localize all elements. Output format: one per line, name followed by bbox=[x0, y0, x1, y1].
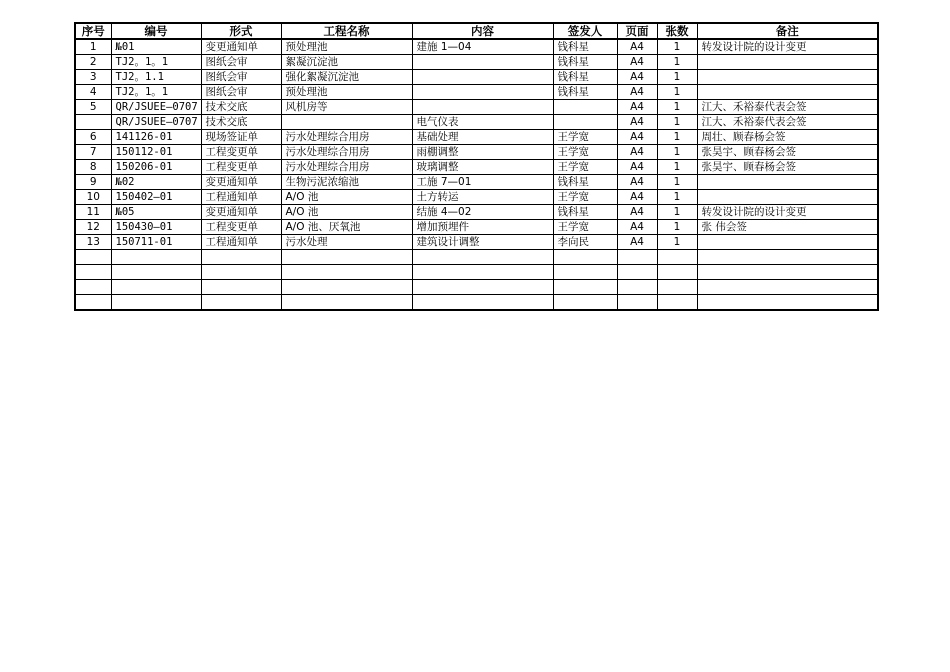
empty-cell bbox=[281, 295, 412, 311]
empty-cell bbox=[75, 280, 111, 295]
cell-code: 150430—01 bbox=[111, 220, 201, 235]
cell-project-name: 污水处理综合用房 bbox=[281, 130, 412, 145]
cell-content: 工施 7—01 bbox=[412, 175, 553, 190]
table-row bbox=[75, 235, 878, 250]
cell-content: 土方转运 bbox=[412, 190, 553, 205]
cell-code: QR/JSUEE—0707 bbox=[111, 115, 201, 130]
cell-remarks: 转发设计院的设计变更 bbox=[697, 205, 878, 220]
empty-cell bbox=[281, 250, 412, 265]
cell-serial: 6 bbox=[75, 130, 111, 145]
table-row bbox=[75, 39, 878, 55]
cell-form: 技术交底 bbox=[201, 115, 281, 130]
cell-issuer: 王学宽 bbox=[553, 220, 617, 235]
cell-code: TJ2。1。1 bbox=[111, 55, 201, 70]
cell-form: 图纸会审 bbox=[201, 85, 281, 100]
cell-form: 现场签证单 bbox=[201, 130, 281, 145]
cell-serial: 9 bbox=[75, 175, 111, 190]
cell-sheet-count: 1 bbox=[657, 190, 697, 205]
empty-cell bbox=[657, 295, 697, 311]
cell-form: 技术交底 bbox=[201, 100, 281, 115]
cell-page-size: A4 bbox=[617, 70, 657, 85]
header-sheet-count: 张数 bbox=[657, 23, 697, 39]
table-row bbox=[75, 115, 878, 130]
cell-sheet-count: 1 bbox=[657, 160, 697, 175]
header-issuer: 签发人 bbox=[553, 23, 617, 39]
cell-project-name: 风机房等 bbox=[281, 100, 412, 115]
cell-content: 基础处理 bbox=[412, 130, 553, 145]
cell-page-size: A4 bbox=[617, 39, 657, 55]
empty-cell bbox=[617, 250, 657, 265]
cell-project-name: A/O 池、厌氧池 bbox=[281, 220, 412, 235]
table-row bbox=[75, 190, 878, 205]
cell-serial: 5 bbox=[75, 100, 111, 115]
cell-project-name: 污水处理 bbox=[281, 235, 412, 250]
empty-cell bbox=[281, 265, 412, 280]
cell-content: 玻璃调整 bbox=[412, 160, 553, 175]
header-remarks: 备注 bbox=[697, 23, 878, 39]
cell-remarks: 张昊宇、顾春杨会签 bbox=[697, 160, 878, 175]
cell-form: 变更通知单 bbox=[201, 175, 281, 190]
cell-serial: 13 bbox=[75, 235, 111, 250]
cell-project-name: 生物污泥浓缩池 bbox=[281, 175, 412, 190]
cell-sheet-count: 1 bbox=[657, 55, 697, 70]
cell-serial: 1 bbox=[75, 39, 111, 55]
cell-page-size: A4 bbox=[617, 235, 657, 250]
empty-cell bbox=[617, 265, 657, 280]
cell-form: 变更通知单 bbox=[201, 39, 281, 55]
cell-project-name: 絮凝沉淀池 bbox=[281, 55, 412, 70]
cell-page-size: A4 bbox=[617, 205, 657, 220]
cell-form: 变更通知单 bbox=[201, 205, 281, 220]
cell-issuer: 王学宽 bbox=[553, 190, 617, 205]
empty-cell bbox=[412, 280, 553, 295]
cell-content: 建筑设计调整 bbox=[412, 235, 553, 250]
cell-issuer: 王学宽 bbox=[553, 160, 617, 175]
cell-serial: 10 bbox=[75, 190, 111, 205]
cell-code: 150112-01 bbox=[111, 145, 201, 160]
cell-code: QR/JSUEE—0707 bbox=[111, 100, 201, 115]
cell-code: 150206-01 bbox=[111, 160, 201, 175]
cell-serial: 8 bbox=[75, 160, 111, 175]
cell-content: 雨棚调整 bbox=[412, 145, 553, 160]
cell-remarks bbox=[697, 190, 878, 205]
table-row bbox=[75, 145, 878, 160]
cell-code: 141126-01 bbox=[111, 130, 201, 145]
cell-remarks bbox=[697, 85, 878, 100]
cell-page-size: A4 bbox=[617, 55, 657, 70]
table-row bbox=[75, 130, 878, 145]
empty-cell bbox=[553, 250, 617, 265]
cell-page-size: A4 bbox=[617, 175, 657, 190]
cell-remarks: 江大、禾裕泰代表会签 bbox=[697, 100, 878, 115]
header-serial: 序号 bbox=[75, 23, 111, 39]
cell-page-size: A4 bbox=[617, 190, 657, 205]
cell-sheet-count: 1 bbox=[657, 115, 697, 130]
cell-content bbox=[412, 85, 553, 100]
header-page-size: 页面 bbox=[617, 23, 657, 39]
cell-issuer: 钱科星 bbox=[553, 85, 617, 100]
empty-cell bbox=[111, 265, 201, 280]
header-form: 形式 bbox=[201, 23, 281, 39]
cell-serial: 2 bbox=[75, 55, 111, 70]
cell-page-size: A4 bbox=[617, 160, 657, 175]
cell-form: 图纸会审 bbox=[201, 55, 281, 70]
cell-form: 工程变更单 bbox=[201, 145, 281, 160]
empty-cell bbox=[697, 265, 878, 280]
header-row bbox=[75, 23, 878, 39]
header-project-name: 工程名称 bbox=[281, 23, 412, 39]
empty-table-row bbox=[75, 295, 878, 311]
table-row bbox=[75, 70, 878, 85]
cell-code: №05 bbox=[111, 205, 201, 220]
cell-serial: 12 bbox=[75, 220, 111, 235]
cell-sheet-count: 1 bbox=[657, 235, 697, 250]
cell-page-size: A4 bbox=[617, 100, 657, 115]
cell-content: 建施 1—04 bbox=[412, 39, 553, 55]
cell-remarks bbox=[697, 55, 878, 70]
cell-code: №02 bbox=[111, 175, 201, 190]
cell-content: 结施 4—02 bbox=[412, 205, 553, 220]
empty-table-row bbox=[75, 280, 878, 295]
table-row bbox=[75, 175, 878, 190]
cell-project-name: A/O 池 bbox=[281, 190, 412, 205]
cell-sheet-count: 1 bbox=[657, 130, 697, 145]
empty-cell bbox=[75, 250, 111, 265]
empty-cell bbox=[281, 280, 412, 295]
empty-cell bbox=[111, 250, 201, 265]
cell-issuer: 钱科星 bbox=[553, 70, 617, 85]
cell-code: 150711-01 bbox=[111, 235, 201, 250]
cell-project-name: 污水处理综合用房 bbox=[281, 145, 412, 160]
empty-cell bbox=[657, 265, 697, 280]
empty-cell bbox=[201, 265, 281, 280]
cell-code: 150402—01 bbox=[111, 190, 201, 205]
cell-issuer: 李向民 bbox=[553, 235, 617, 250]
empty-cell bbox=[412, 295, 553, 311]
cell-sheet-count: 1 bbox=[657, 100, 697, 115]
empty-cell bbox=[617, 280, 657, 295]
cell-serial: 7 bbox=[75, 145, 111, 160]
cell-form: 图纸会审 bbox=[201, 70, 281, 85]
cell-sheet-count: 1 bbox=[657, 39, 697, 55]
cell-content bbox=[412, 55, 553, 70]
empty-cell bbox=[111, 295, 201, 311]
cell-page-size: A4 bbox=[617, 85, 657, 100]
empty-cell bbox=[201, 295, 281, 311]
cell-remarks: 张 伟会签 bbox=[697, 220, 878, 235]
cell-form: 工程变更单 bbox=[201, 220, 281, 235]
cell-page-size: A4 bbox=[617, 130, 657, 145]
cell-page-size: A4 bbox=[617, 115, 657, 130]
table-row bbox=[75, 160, 878, 175]
empty-cell bbox=[201, 280, 281, 295]
cell-project-name: 预处理池 bbox=[281, 85, 412, 100]
header-code: 编号 bbox=[111, 23, 201, 39]
empty-cell bbox=[412, 250, 553, 265]
cell-issuer: 钱科星 bbox=[553, 175, 617, 190]
cell-content: 电气仪表 bbox=[412, 115, 553, 130]
cell-form: 工程通知单 bbox=[201, 235, 281, 250]
cell-remarks: 江大、禾裕泰代表会签 bbox=[697, 115, 878, 130]
cell-issuer: 钱科星 bbox=[553, 39, 617, 55]
empty-cell bbox=[75, 265, 111, 280]
cell-page-size: A4 bbox=[617, 145, 657, 160]
empty-cell bbox=[75, 295, 111, 311]
empty-cell bbox=[697, 280, 878, 295]
cell-issuer bbox=[553, 115, 617, 130]
cell-code: TJ2。1。1 bbox=[111, 85, 201, 100]
cell-remarks bbox=[697, 175, 878, 190]
cell-code: №01 bbox=[111, 39, 201, 55]
cell-serial: 4 bbox=[75, 85, 111, 100]
cell-remarks bbox=[697, 235, 878, 250]
cell-sheet-count: 1 bbox=[657, 220, 697, 235]
cell-form: 工程通知单 bbox=[201, 190, 281, 205]
cell-project-name: 污水处理综合用房 bbox=[281, 160, 412, 175]
empty-cell bbox=[553, 280, 617, 295]
empty-cell bbox=[201, 250, 281, 265]
empty-table-row bbox=[75, 265, 878, 280]
cell-issuer: 王学宽 bbox=[553, 145, 617, 160]
cell-sheet-count: 1 bbox=[657, 175, 697, 190]
cell-page-size: A4 bbox=[617, 220, 657, 235]
table-row bbox=[75, 205, 878, 220]
table-body bbox=[75, 39, 878, 310]
empty-cell bbox=[553, 295, 617, 311]
empty-cell bbox=[697, 250, 878, 265]
cell-content bbox=[412, 70, 553, 85]
cell-issuer: 王学宽 bbox=[553, 130, 617, 145]
table-row bbox=[75, 85, 878, 100]
cell-project-name: 强化絮凝沉淀池 bbox=[281, 70, 412, 85]
cell-code: TJ2。1.1 bbox=[111, 70, 201, 85]
table-row bbox=[75, 220, 878, 235]
cell-form: 工程变更单 bbox=[201, 160, 281, 175]
document-register-table bbox=[74, 22, 879, 311]
cell-remarks: 张昊宇、顾春杨会签 bbox=[697, 145, 878, 160]
cell-sheet-count: 1 bbox=[657, 145, 697, 160]
empty-cell bbox=[657, 250, 697, 265]
empty-cell bbox=[553, 265, 617, 280]
table-row bbox=[75, 100, 878, 115]
empty-table-row bbox=[75, 250, 878, 265]
cell-project-name bbox=[281, 115, 412, 130]
cell-serial: 3 bbox=[75, 70, 111, 85]
empty-cell bbox=[617, 295, 657, 311]
empty-cell bbox=[111, 280, 201, 295]
empty-cell bbox=[412, 265, 553, 280]
cell-project-name: A/O 池 bbox=[281, 205, 412, 220]
cell-sheet-count: 1 bbox=[657, 85, 697, 100]
cell-serial: 11 bbox=[75, 205, 111, 220]
cell-issuer: 钱科星 bbox=[553, 55, 617, 70]
cell-serial bbox=[75, 115, 111, 130]
table-row bbox=[75, 55, 878, 70]
cell-issuer bbox=[553, 100, 617, 115]
empty-cell bbox=[697, 295, 878, 311]
cell-sheet-count: 1 bbox=[657, 205, 697, 220]
cell-sheet-count: 1 bbox=[657, 70, 697, 85]
cell-content: 增加预埋件 bbox=[412, 220, 553, 235]
cell-remarks: 周壮、顾春杨会签 bbox=[697, 130, 878, 145]
cell-remarks: 转发设计院的设计变更 bbox=[697, 39, 878, 55]
empty-cell bbox=[657, 280, 697, 295]
cell-project-name: 预处理池 bbox=[281, 39, 412, 55]
cell-remarks bbox=[697, 70, 878, 85]
cell-content bbox=[412, 100, 553, 115]
header-content: 内容 bbox=[412, 23, 553, 39]
cell-issuer: 钱科星 bbox=[553, 205, 617, 220]
